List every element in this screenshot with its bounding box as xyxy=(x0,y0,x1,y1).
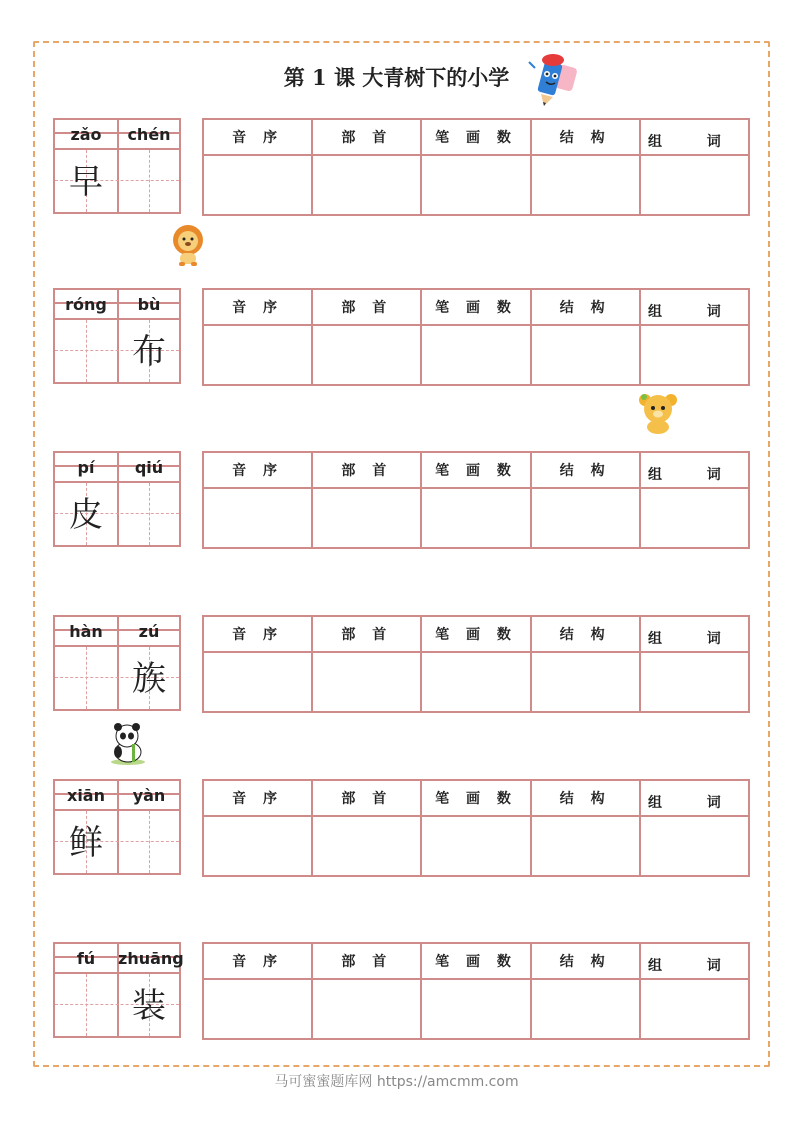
header-bihuashu: 笔 画 数 xyxy=(421,119,530,155)
header-bihuashu: 笔 画 数 xyxy=(421,452,530,488)
info-table xyxy=(202,118,750,216)
character-row-6 xyxy=(53,942,750,1038)
hanzi-cell-1[interactable] xyxy=(55,976,117,1036)
answer-cell-yinxu[interactable] xyxy=(203,155,312,215)
answer-cell-zuci[interactable] xyxy=(640,979,749,1039)
answer-cell-bushou[interactable] xyxy=(312,816,421,876)
answer-cell-jiegou[interactable] xyxy=(531,979,640,1039)
pencil-mascot-icon xyxy=(527,50,579,108)
footer-watermark: 马可蜜蜜题库网 https://amcmm.com xyxy=(274,1074,519,1090)
tianzige-box xyxy=(53,942,184,1038)
answer-cell-bushou[interactable] xyxy=(312,155,421,215)
header-bihuashu: 笔 画 数 xyxy=(421,943,530,979)
header-jiegou: 结 构 xyxy=(531,289,640,325)
hanzi-cell-1[interactable]: 皮 xyxy=(69,495,103,535)
pinyin-2: bù xyxy=(137,295,161,314)
answer-cell-bihuashu[interactable] xyxy=(421,155,530,215)
header-jiegou: 结 构 xyxy=(531,943,640,979)
answer-cell-bihuashu[interactable] xyxy=(421,325,530,385)
character-row-1 xyxy=(53,118,750,214)
bear-mascot-icon xyxy=(636,391,680,435)
hanzi-cell-1[interactable] xyxy=(55,322,117,382)
answer-cell-jiegou[interactable] xyxy=(531,652,640,712)
header-jiegou: 结 构 xyxy=(531,780,640,816)
header-yinxu: 音 序 xyxy=(203,452,312,488)
header-jiegou: 结 构 xyxy=(531,616,640,652)
tianzige-box xyxy=(53,288,181,384)
character-row-5 xyxy=(53,779,750,875)
header-zuci: 组 词 xyxy=(640,452,749,488)
header-bushou: 部 首 xyxy=(312,616,421,652)
hanzi-cell-1[interactable]: 鲜 xyxy=(69,823,103,863)
tianzige-box xyxy=(53,118,181,214)
pinyin-1: róng xyxy=(65,295,107,314)
answer-cell-zuci[interactable] xyxy=(640,488,749,548)
answer-cell-bihuashu[interactable] xyxy=(421,816,530,876)
header-zuci: 组 词 xyxy=(640,780,749,816)
header-yinxu: 音 序 xyxy=(203,616,312,652)
hanzi-cell-2[interactable] xyxy=(118,813,180,873)
header-zuci: 组 词 xyxy=(640,616,749,652)
hanzi-cell-1[interactable]: 早 xyxy=(69,162,103,202)
answer-cell-zuci[interactable] xyxy=(640,816,749,876)
info-table xyxy=(202,288,750,386)
header-zuci: 组 词 xyxy=(640,119,749,155)
answer-cell-bushou[interactable] xyxy=(312,652,421,712)
pinyin-1: hàn xyxy=(69,622,103,641)
answer-cell-bushou[interactable] xyxy=(312,488,421,548)
header-bihuashu: 笔 画 数 xyxy=(421,780,530,816)
answer-cell-bihuashu[interactable] xyxy=(421,488,530,548)
pinyin-2: zhuāng xyxy=(118,949,184,968)
info-table xyxy=(202,779,750,877)
header-jiegou: 结 构 xyxy=(531,452,640,488)
panda-mascot-icon xyxy=(108,722,148,766)
answer-cell-bihuashu[interactable] xyxy=(421,979,530,1039)
character-row-3 xyxy=(53,451,750,547)
tianzige-box xyxy=(53,451,181,547)
answer-cell-yinxu[interactable] xyxy=(203,325,312,385)
answer-cell-bihuashu[interactable] xyxy=(421,652,530,712)
header-zuci: 组 词 xyxy=(640,943,749,979)
info-table xyxy=(202,615,750,713)
pinyin-1: pí xyxy=(77,458,95,477)
hanzi-cell-1[interactable] xyxy=(55,649,117,709)
answer-cell-zuci[interactable] xyxy=(640,155,749,215)
header-yinxu: 音 序 xyxy=(203,943,312,979)
answer-cell-zuci[interactable] xyxy=(640,652,749,712)
hanzi-cell-2[interactable] xyxy=(118,485,180,545)
tianzige-box xyxy=(53,779,181,875)
header-yinxu: 音 序 xyxy=(203,289,312,325)
info-table xyxy=(202,451,750,549)
hanzi-cell-2[interactable]: 族 xyxy=(132,659,166,699)
hanzi-cell-2[interactable]: 布 xyxy=(132,332,166,372)
answer-cell-jiegou[interactable] xyxy=(531,155,640,215)
lion-mascot-icon xyxy=(170,224,206,268)
answer-cell-bushou[interactable] xyxy=(312,325,421,385)
answer-cell-yinxu[interactable] xyxy=(203,652,312,712)
header-bihuashu: 笔 画 数 xyxy=(421,616,530,652)
pinyin-2: chén xyxy=(127,125,171,144)
answer-cell-yinxu[interactable] xyxy=(203,979,312,1039)
pinyin-1: fú xyxy=(76,949,96,968)
header-yinxu: 音 序 xyxy=(203,780,312,816)
header-bushou: 部 首 xyxy=(312,452,421,488)
header-bushou: 部 首 xyxy=(312,780,421,816)
header-bushou: 部 首 xyxy=(312,943,421,979)
pinyin-2: qiú xyxy=(134,458,164,477)
answer-cell-yinxu[interactable] xyxy=(203,488,312,548)
answer-cell-zuci[interactable] xyxy=(640,325,749,385)
hanzi-cell-2[interactable]: 装 xyxy=(132,986,166,1026)
header-zuci: 组 词 xyxy=(640,289,749,325)
header-jiegou: 结 构 xyxy=(531,119,640,155)
pinyin-1: xiān xyxy=(67,786,105,805)
pinyin-1: zǎo xyxy=(70,125,102,144)
character-row-4 xyxy=(53,615,750,711)
page-title: 第 1 课 大青树下的小学 xyxy=(283,65,510,90)
character-row-2 xyxy=(53,288,750,384)
answer-cell-jiegou[interactable] xyxy=(531,816,640,876)
tianzige-box xyxy=(53,615,181,711)
hanzi-cell-2[interactable] xyxy=(118,152,180,212)
info-table xyxy=(202,942,750,1040)
header-bihuashu: 笔 画 数 xyxy=(421,289,530,325)
answer-cell-jiegou[interactable] xyxy=(531,488,640,548)
pinyin-2: zú xyxy=(138,622,160,641)
answer-cell-yinxu[interactable] xyxy=(203,816,312,876)
header-bushou: 部 首 xyxy=(312,119,421,155)
header-bushou: 部 首 xyxy=(312,289,421,325)
header-yinxu: 音 序 xyxy=(203,119,312,155)
pinyin-2: yàn xyxy=(132,786,166,805)
answer-cell-bushou[interactable] xyxy=(312,979,421,1039)
answer-cell-jiegou[interactable] xyxy=(531,325,640,385)
